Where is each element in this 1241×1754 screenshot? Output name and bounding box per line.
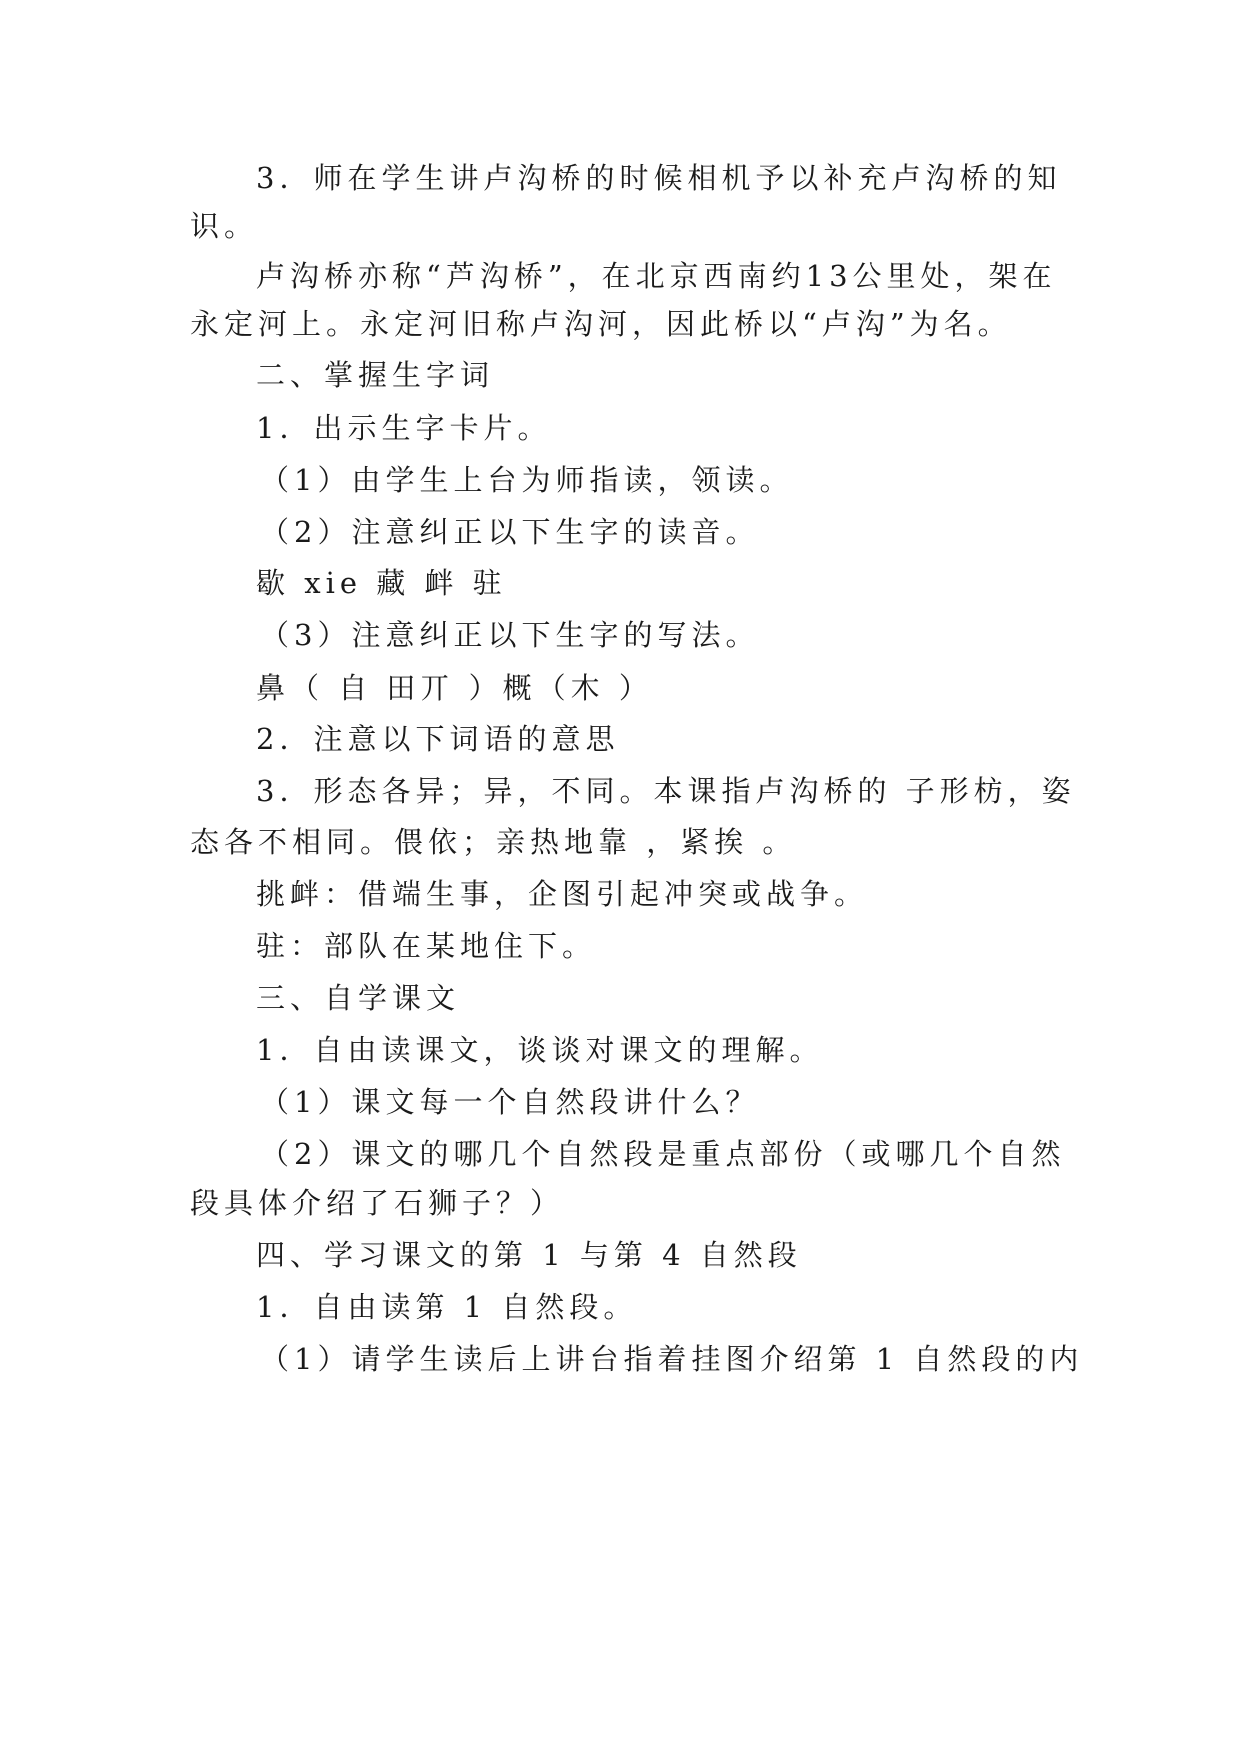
- paragraph-line: 1．自由读课文，谈谈对课文的理解。: [256, 1033, 824, 1067]
- paragraph-line: （1）请学生读后上讲台指着挂图介绍第 1 自然段的内: [260, 1342, 1084, 1376]
- paragraph-line: 态各不相同。偎依；亲热地靠 ，紧挨 。: [190, 825, 797, 859]
- paragraph-line: 驻：部队在某地住下。: [256, 929, 597, 963]
- paragraph-line: 挑衅：借端生事，企图引起冲突或战争。: [256, 877, 869, 911]
- paragraph-line: 卢沟桥亦称“芦沟桥”，在北京西南约13公里处，架在: [256, 259, 1057, 293]
- paragraph-line: （3）注意纠正以下生字的写法。: [260, 618, 760, 652]
- paragraph-line: 鼻（ 自 田丌 ）概（木 ）: [256, 671, 653, 705]
- section-heading: 三、自学课文: [256, 981, 461, 1015]
- paragraph-line: （1）课文每一个自然段讲什么？: [260, 1085, 760, 1119]
- paragraph-line: 3．形态各异；异，不同。本课指卢沟桥的 子形枋，姿: [256, 774, 1076, 808]
- paragraph-line: （1）由学生上台为师指读，领读。: [260, 463, 794, 497]
- section-heading: 四、学习课文的第 1 与第 4 自然段: [256, 1238, 802, 1272]
- paragraph-line: 1．出示生字卡片。: [256, 411, 552, 445]
- paragraph-line: 段具体介绍了石狮子？）: [190, 1186, 565, 1220]
- paragraph-line: 1．自由读第 1 自然段。: [256, 1290, 638, 1324]
- paragraph-line: （2）课文的哪几个自然段是重点部份（或哪几个自然: [260, 1137, 1066, 1171]
- paragraph-line: 歇 xie 藏 衅 驻: [256, 566, 507, 600]
- paragraph-line: 识。: [190, 209, 259, 243]
- paragraph-line: （2）注意纠正以下生字的读音。: [260, 515, 760, 549]
- paragraph-line: 永定河上。永定河旧称卢沟河，因此桥以“卢沟”为名。: [190, 307, 1012, 341]
- section-heading: 二、掌握生字词: [256, 358, 495, 392]
- paragraph-line: 3．师在学生讲卢沟桥的时候相机予以补充卢沟桥的知: [256, 161, 1062, 195]
- paragraph-line: 2．注意以下词语的意思: [256, 722, 620, 756]
